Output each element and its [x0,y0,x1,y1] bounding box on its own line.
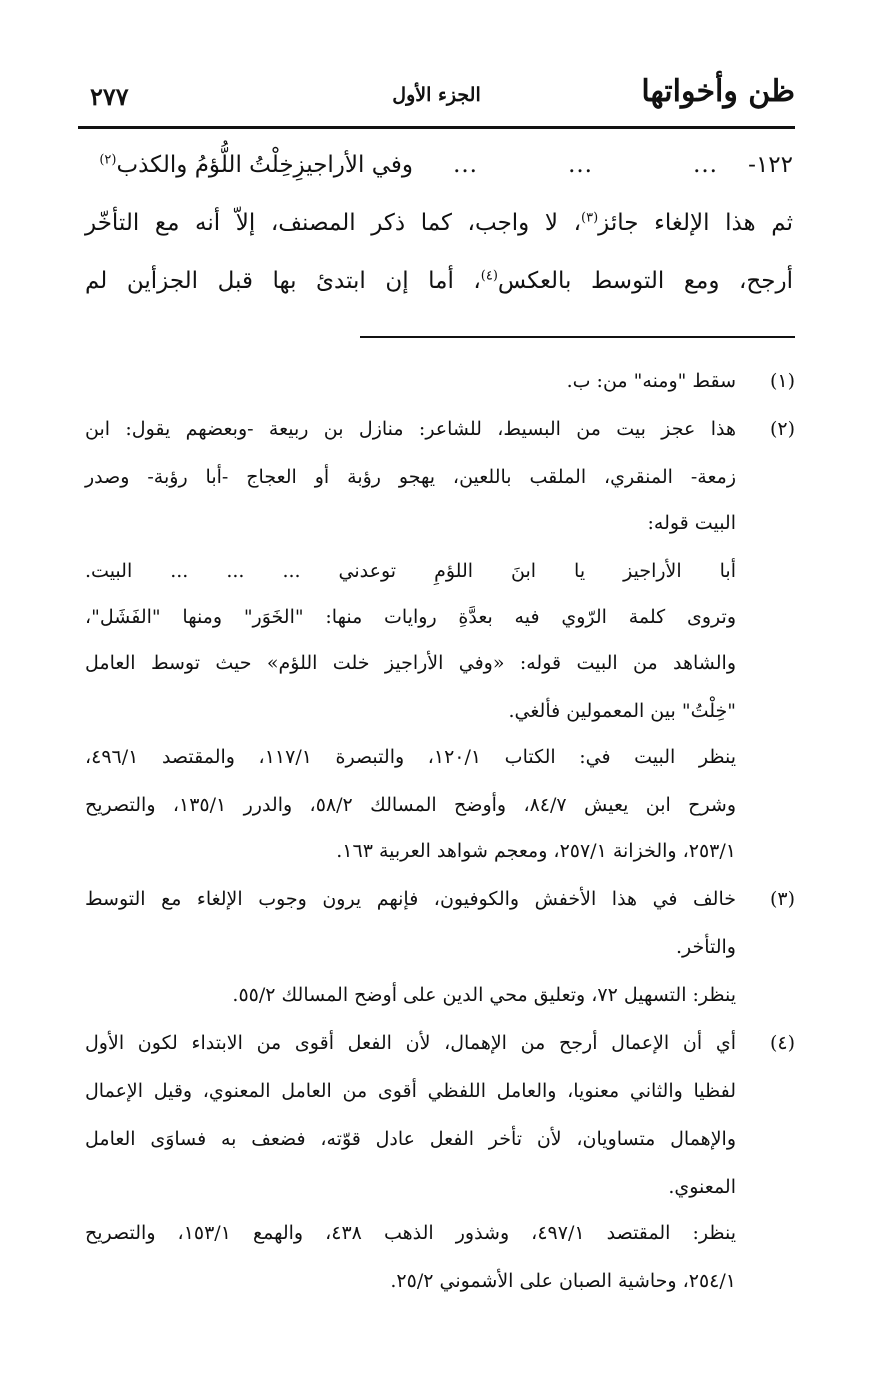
footnote-line: وتروى كلمة الرّوي فيه بعدَّةِ روايات منها: "الخَوَر" ومنها "الفَشَل"، [85,606,736,628]
footnote-line: أي أن الإعمال أرجح من الإهمال، لأن الفعل أقوى من الابتداء لكون الأول [85,1032,736,1054]
footnote-number: (١) [769,370,795,392]
footnote-number: (٢) [769,418,795,440]
footnote-line: "خِلْتُ" بين المعمولين فألغي. [508,700,736,722]
verse-text: وفي الأراجيزِخِلْتُ اللُّؤمُ والكذب$^{(٢)}$ [99,152,413,178]
footnote-line: ينظر: التسهيل ٧٢، وتعليق محي الدين على أوضح المسالك ٥٥/٢. [232,984,736,1006]
footnote-number: (٣) [769,888,795,910]
footnote-line: سقط "ومنه" من: ب. [566,370,736,392]
footnote-line: والإهمال متساويان، لأن تأخر الفعل عادل قوّته، فضعف به فساوَى العامل [85,1128,736,1150]
chapter-title: ظن وأخواتها [641,74,795,109]
volume-label: الجزء الأول [392,84,481,106]
body-line: ثم هذا الإلغاء جائز$^{(٣)}$، لا واجب، كما ذكر المصنف، إلاّ أنه مع التأخّر [85,210,793,236]
footnote-ref: (٣) [581,210,599,226]
footnote-line: والتأخر. [675,936,736,958]
footnote-separator [360,336,795,338]
footnote-line: لفظيا والثاني معنويا، والعامل اللفظي أقوى من العامل المعنوي، وقيل الإعمال [85,1080,736,1102]
verse-dots: ... [568,152,593,178]
footnote-ref: (٤) [480,268,498,284]
footnote-line: ٢٥٣/١، والخزانة ٢٥٧/١، ومعجم شواهد العربية ١٦٣. [336,840,736,862]
verse-dots: ... [453,152,478,178]
footnote-line: خالف في هذا الأخفش والكوفيون، فإنهم يرون وجوب الإلغاء مع التوسط [85,888,736,910]
verse-number: ١٢٢- [748,152,793,178]
verse-line [90,152,793,196]
verse-dots: ... [693,152,718,178]
footnote-number: (٤) [769,1032,795,1054]
footnote-line: ينظر البيت في: الكتاب ١٢٠/١، والتبصرة ١١٧/١، والمقتصد ٤٩٦/١، [85,746,736,768]
footnote-line: والشاهد من البيت قوله: «وفي الأراجيز خلت اللؤم» حيث توسط العامل [85,652,736,674]
header-rule [78,126,795,129]
footnote-line: البيت قوله: [647,512,736,534]
footnote-line: ٢٥٤/١، وحاشية الصبان على الأشموني ٢٥/٢. [390,1270,736,1292]
body-line: أرجح، ومع التوسط بالعكس$^{(٤)}$، أما إن ابتدئ بها قبل الجزأين لم [85,268,793,294]
footnote-line: زمعة- المنقري، الملقب باللعين، يهجو رؤبة أو العجاج -أبا رؤبة- وصدر [85,466,736,488]
footnote-line: هذا عجز بيت من البسيط، للشاعر: منازل بن ربيعة -وبعضهم يقول: ابن [85,418,736,440]
footnote-line: المعنوي. [668,1176,736,1198]
footnote-line: وشرح ابن يعيش ٨٤/٧، وأوضح المسالك ٥٨/٢، والدرر ١٣٥/١، والتصريح [85,794,737,816]
page-header [78,74,795,118]
page-number: ٢٧٧ [90,82,129,111]
footnote-ref: (٢) [99,152,117,168]
footnote-line: ينظر: المقتصد ٤٩٧/١، وشذور الذهب ٤٣٨، والهمع ١٥٣/١، والتصريح [85,1222,737,1244]
footnote-line: أبا الأراجيز يا ابنَ اللؤمِ توعدني ... ... ... البيت. [85,560,736,582]
